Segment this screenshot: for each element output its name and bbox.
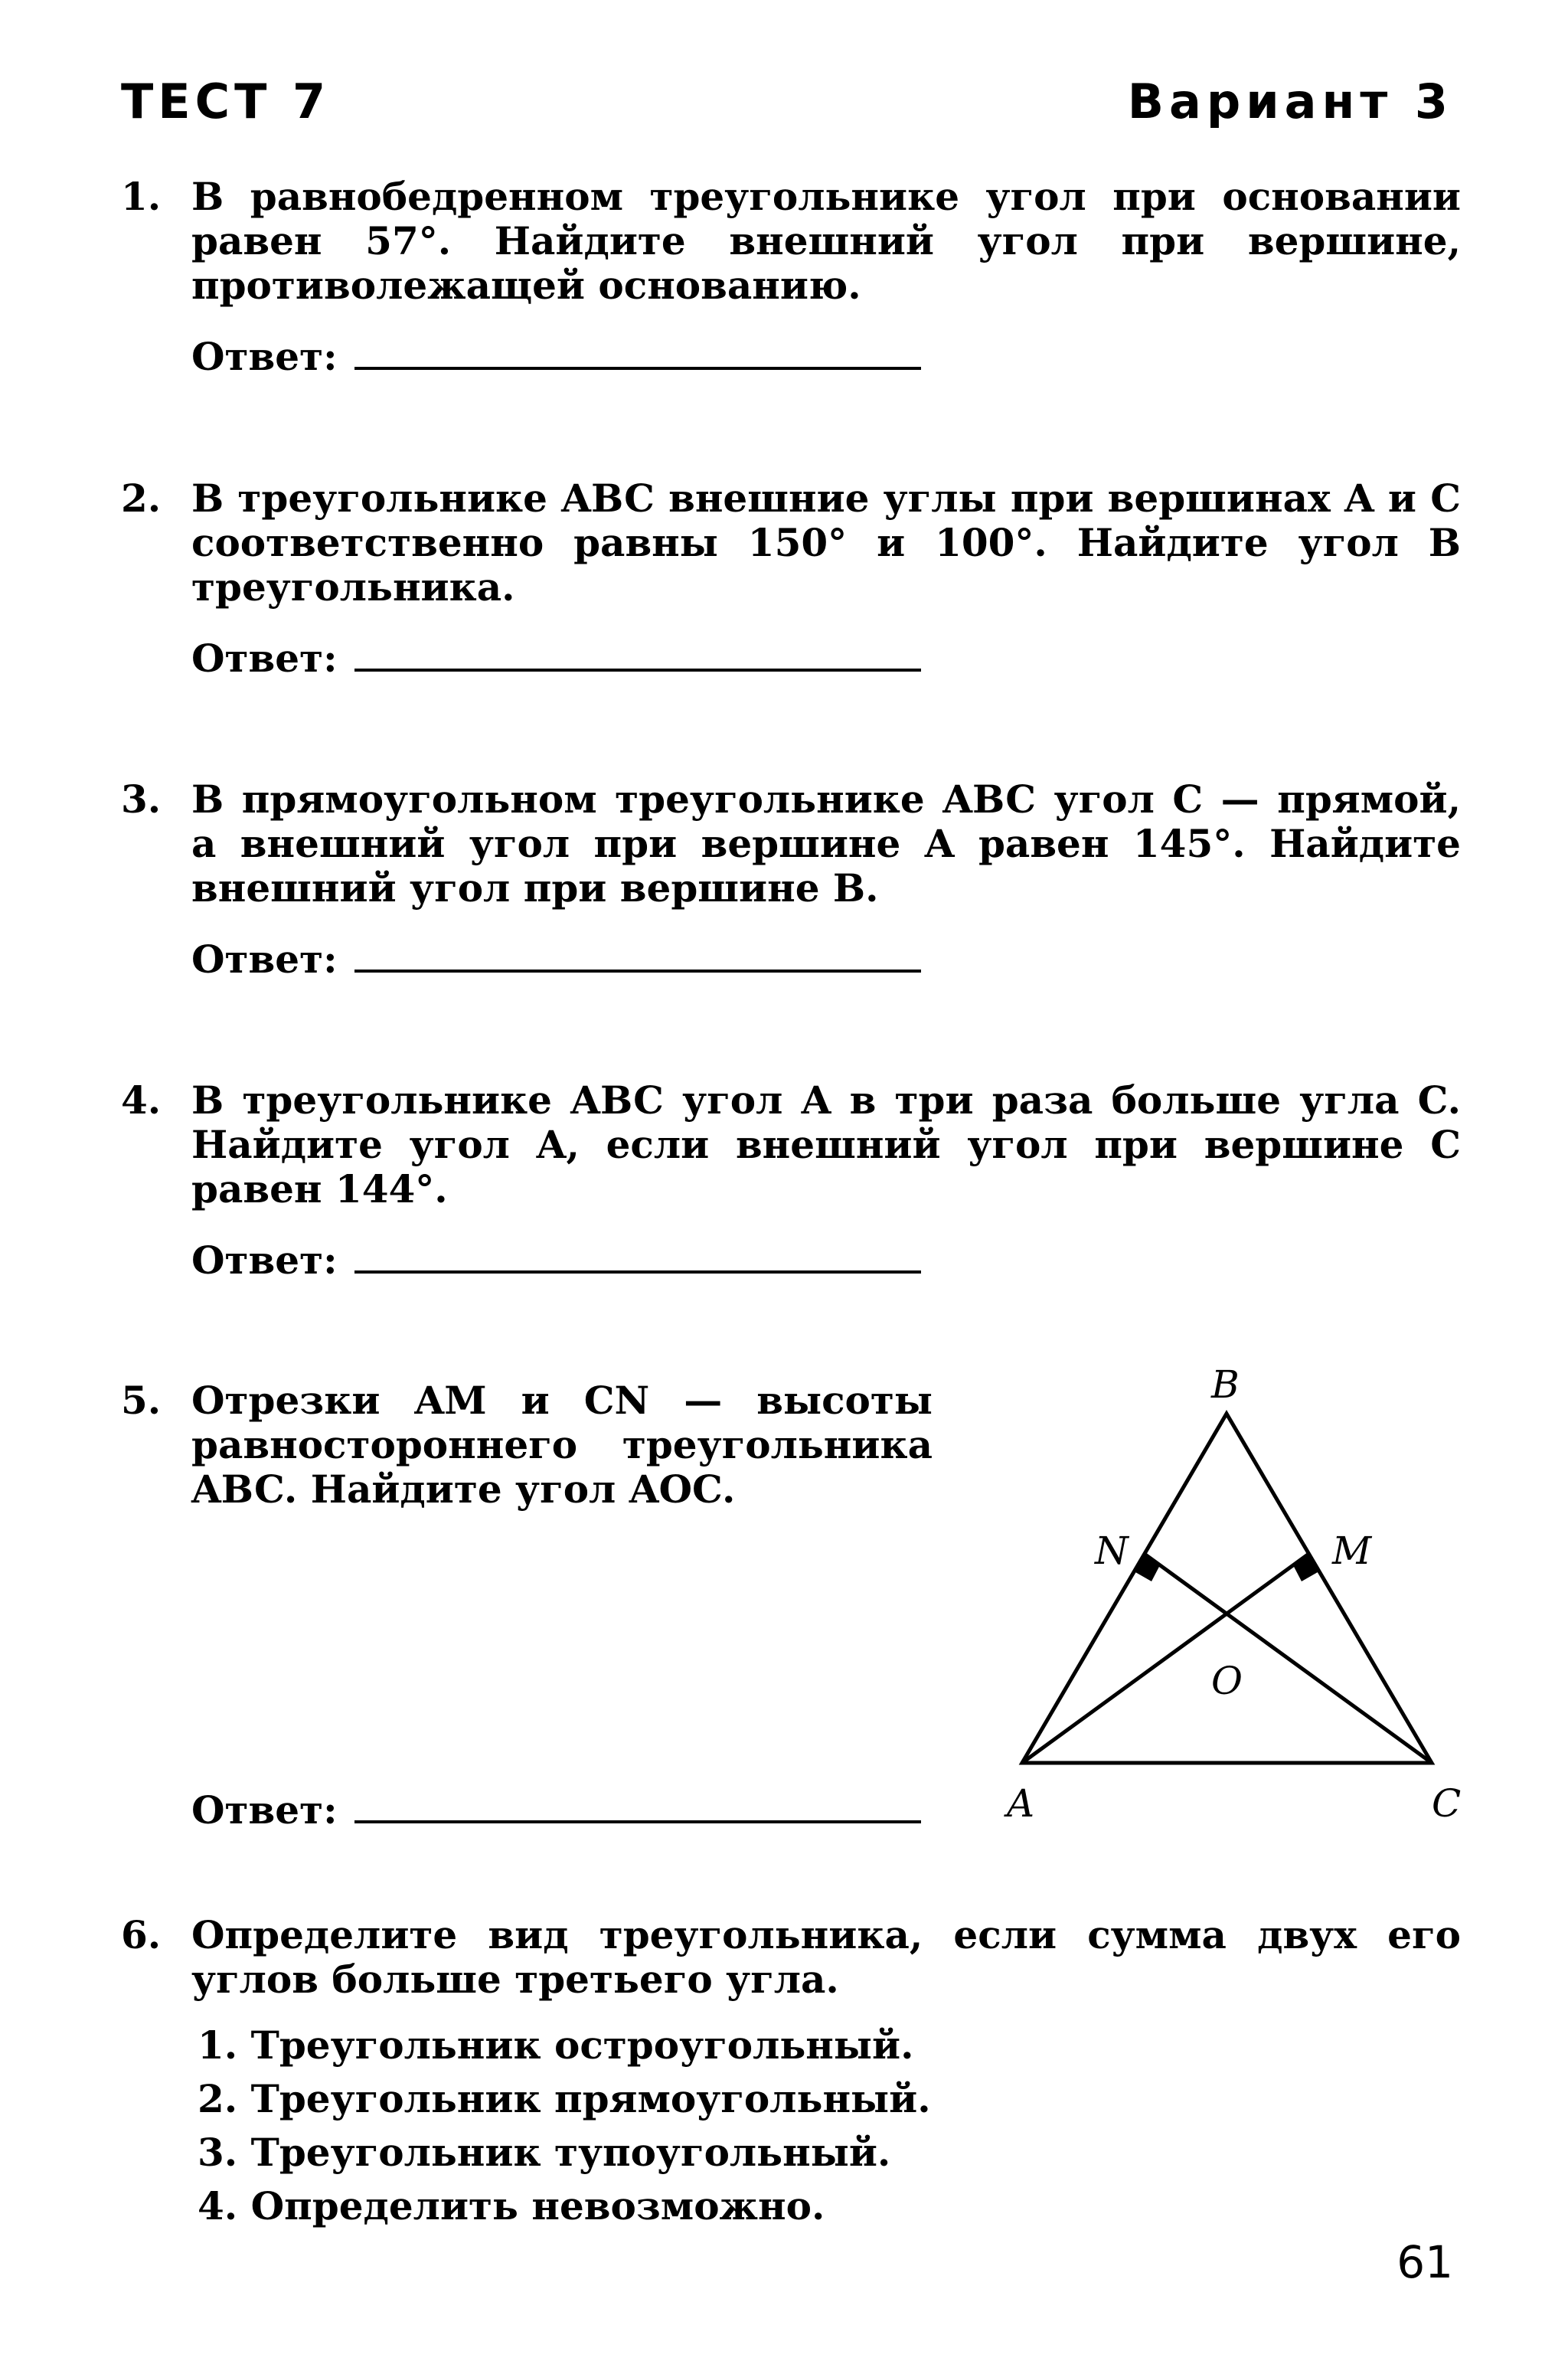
answer-row — [191, 334, 1461, 379]
label-o: O — [1211, 1659, 1243, 1703]
problem-3 — [121, 777, 1461, 982]
label-n: N — [1095, 1529, 1129, 1573]
altitude-am — [1022, 1555, 1308, 1763]
answer-label: Ответ: — [191, 1787, 338, 1833]
problem-number: 1. — [121, 174, 162, 219]
problem-5-answer — [121, 1761, 933, 1833]
problem-number: 4. — [121, 1077, 162, 1123]
options-list — [198, 2019, 1461, 2233]
variant-title: Вариант 3 — [1127, 74, 1453, 129]
problem-text: В треугольнике ABC угол A в три раза больше угла C. Найдите угол A, если внешний угол при вершине C равен 144°. — [191, 1077, 1461, 1212]
problem-6 — [121, 1913, 1461, 2233]
option-1[interactable]: 1. Треугольник остроугольный. — [198, 2022, 914, 2068]
problem-2 — [121, 476, 1461, 681]
answer-label: Ответ: — [191, 1238, 338, 1283]
problem-number: 3. — [121, 777, 162, 822]
triangle-figure — [988, 1363, 1508, 1838]
page-number: 61 — [1396, 2236, 1453, 2288]
option-4[interactable]: 4. Определить невозможно. — [198, 2183, 825, 2228]
altitude-cn — [1145, 1555, 1432, 1763]
option-3[interactable]: 3. Треугольник тупоугольный. — [198, 2130, 891, 2175]
answer-line[interactable] — [354, 1820, 921, 1823]
problem-text: В треугольнике ABC внешние углы при вершинах A и C соответственно равны 150° и 100°. Найдите угол B треугольника. — [191, 476, 1461, 610]
label-c: C — [1432, 1781, 1462, 1826]
answer-row — [191, 1787, 933, 1833]
problem-number: 2. — [121, 476, 162, 521]
answer-line[interactable] — [354, 367, 921, 370]
problem-number: 6. — [121, 1912, 162, 1957]
answer-label: Ответ: — [191, 334, 338, 379]
problem-text: Определите вид треугольника, если сумма двух его углов больше третьего угла. — [191, 1912, 1461, 2002]
answer-line[interactable] — [354, 1270, 921, 1274]
answer-line[interactable] — [354, 970, 921, 973]
answer-row — [191, 1238, 1461, 1283]
problem-5 — [121, 1378, 933, 1512]
problem-text: Отрезки AM и CN — высоты равностороннего треугольника ABC. Найдите угол AOC. — [191, 1378, 933, 1512]
problem-text: В прямоугольном треугольнике ABC угол C — прямой, а внешний угол при вершине A равен 145°. Найдите внешний угол при вершине B. — [191, 777, 1461, 911]
label-a: A — [1007, 1781, 1035, 1826]
problem-number: 5. — [121, 1378, 162, 1423]
answer-row — [191, 636, 1461, 681]
problem-text: В равнобедренном треугольнике угол при основании равен 57°. Найдите внешний угол при вершине, противолежащей основанию. — [191, 174, 1461, 308]
answer-row — [191, 937, 1461, 982]
answer-line[interactable] — [354, 669, 921, 672]
problem-1 — [121, 175, 1461, 379]
label-b: B — [1211, 1363, 1240, 1407]
label-m: M — [1332, 1529, 1372, 1573]
right-angle-mark-n — [1135, 1555, 1161, 1581]
problem-4 — [121, 1078, 1461, 1283]
answer-label: Ответ: — [191, 636, 338, 681]
option-2[interactable]: 2. Треугольник прямоугольный. — [198, 2076, 931, 2121]
triangle-abc — [1022, 1414, 1432, 1763]
test-title: ТЕСТ 7 — [121, 74, 331, 129]
answer-label: Ответ: — [191, 937, 338, 982]
